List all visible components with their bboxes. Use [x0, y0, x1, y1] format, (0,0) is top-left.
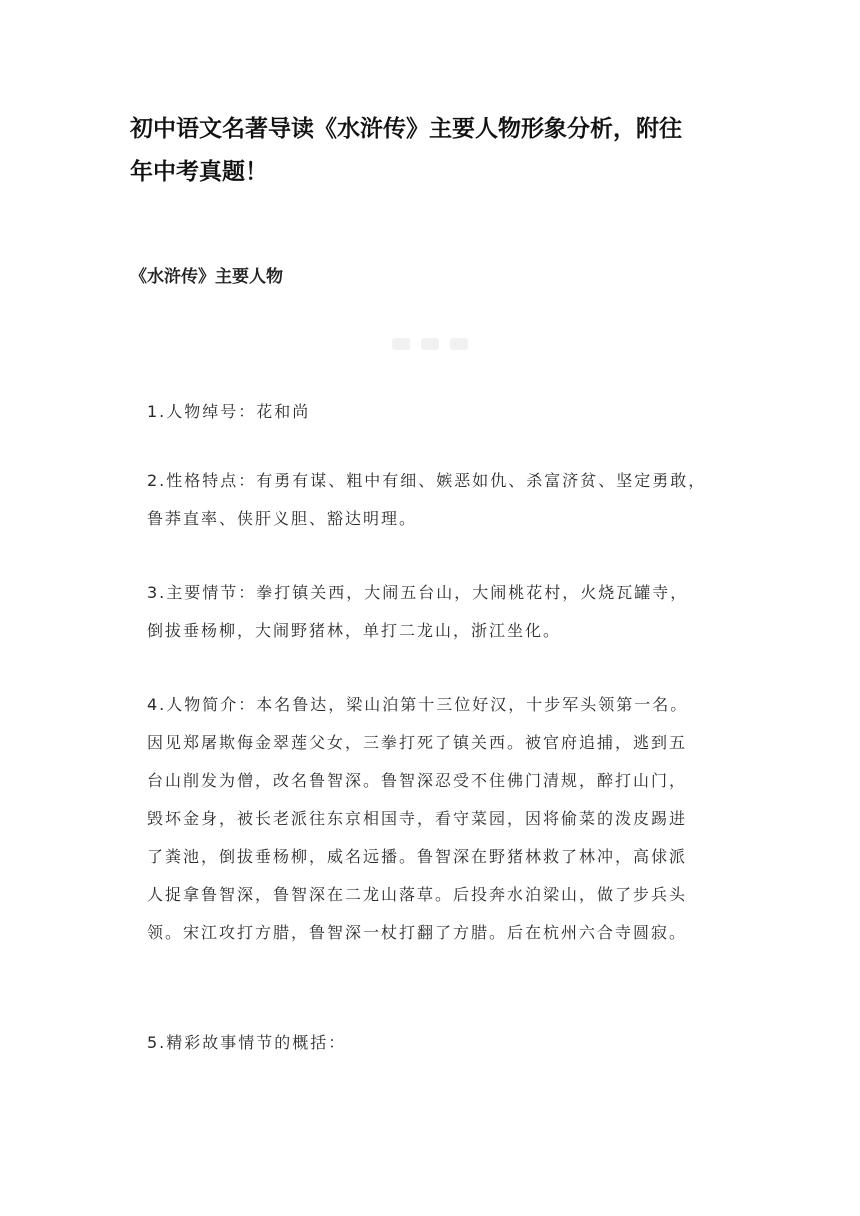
paragraph-line: 鲁莽直率、侠肝义胆、豁达明理。 [147, 509, 418, 528]
paragraph-line: 2.性格特点：有勇有谋、粗中有细、嫉恶如仇、杀富济贫、坚定勇敢， [147, 471, 707, 490]
paragraph-line: 4.人物简介：本名鲁达，梁山泊第十三位好汉，十步军头领第一名。 [147, 695, 689, 714]
paragraph-personality [147, 462, 727, 538]
title-line-1: 初中语文名著导读《水浒传》主要人物形象分析，附往 [130, 116, 682, 142]
article-title [130, 108, 740, 194]
paragraph-line: 毁坏金身，被长老派往东京相国寺，看守菜园，因将偷菜的泼皮踢进 [147, 809, 688, 828]
paragraph-line: 3.主要情节：拳打镇关西，大闹五台山，大闹桃花村，火烧瓦罐寺， [147, 583, 689, 602]
section-heading: 《水浒传》主要人物 [130, 267, 283, 287]
paragraph-line: 1.人物绰号：花和尚 [147, 402, 311, 421]
paragraph-line: 倒拔垂杨柳，大闹野猪林，单打二龙山，浙江坐化。 [147, 621, 562, 640]
paragraph-nickname [147, 393, 727, 431]
paragraph-line: 了粪池，倒拔垂杨柳，威名远播。鲁智深在野猪林救了林冲，高俅派 [147, 847, 688, 866]
faint-image-placeholder [392, 336, 468, 352]
paragraph-line: 人捉拿鲁智深，鲁智深在二龙山落草。后投奔水泊梁山，做了步兵头 [147, 885, 688, 904]
faint-mark-segment [450, 338, 468, 350]
paragraph-line: 因见郑屠欺侮金翠莲父女，三拳打死了镇关西。被官府追捕，逃到五 [147, 733, 688, 752]
faint-mark-segment [421, 338, 439, 350]
paragraph-line: 领。宋江攻打方腊，鲁智深一杖打翻了方腊。后在杭州六合寺圆寂。 [147, 923, 688, 942]
paragraph-line: 台山削发为僧，改名鲁智深。鲁智深忍受不住佛门清规，醉打山门， [147, 771, 688, 790]
paragraph-story-summary [147, 1024, 727, 1062]
paragraph-line: 5.精彩故事情节的概括： [147, 1033, 347, 1052]
paragraph-biography [147, 686, 727, 952]
paragraph-plot [147, 574, 727, 650]
faint-mark-segment [392, 338, 410, 350]
title-line-2: 年中考真题！ [130, 159, 268, 185]
